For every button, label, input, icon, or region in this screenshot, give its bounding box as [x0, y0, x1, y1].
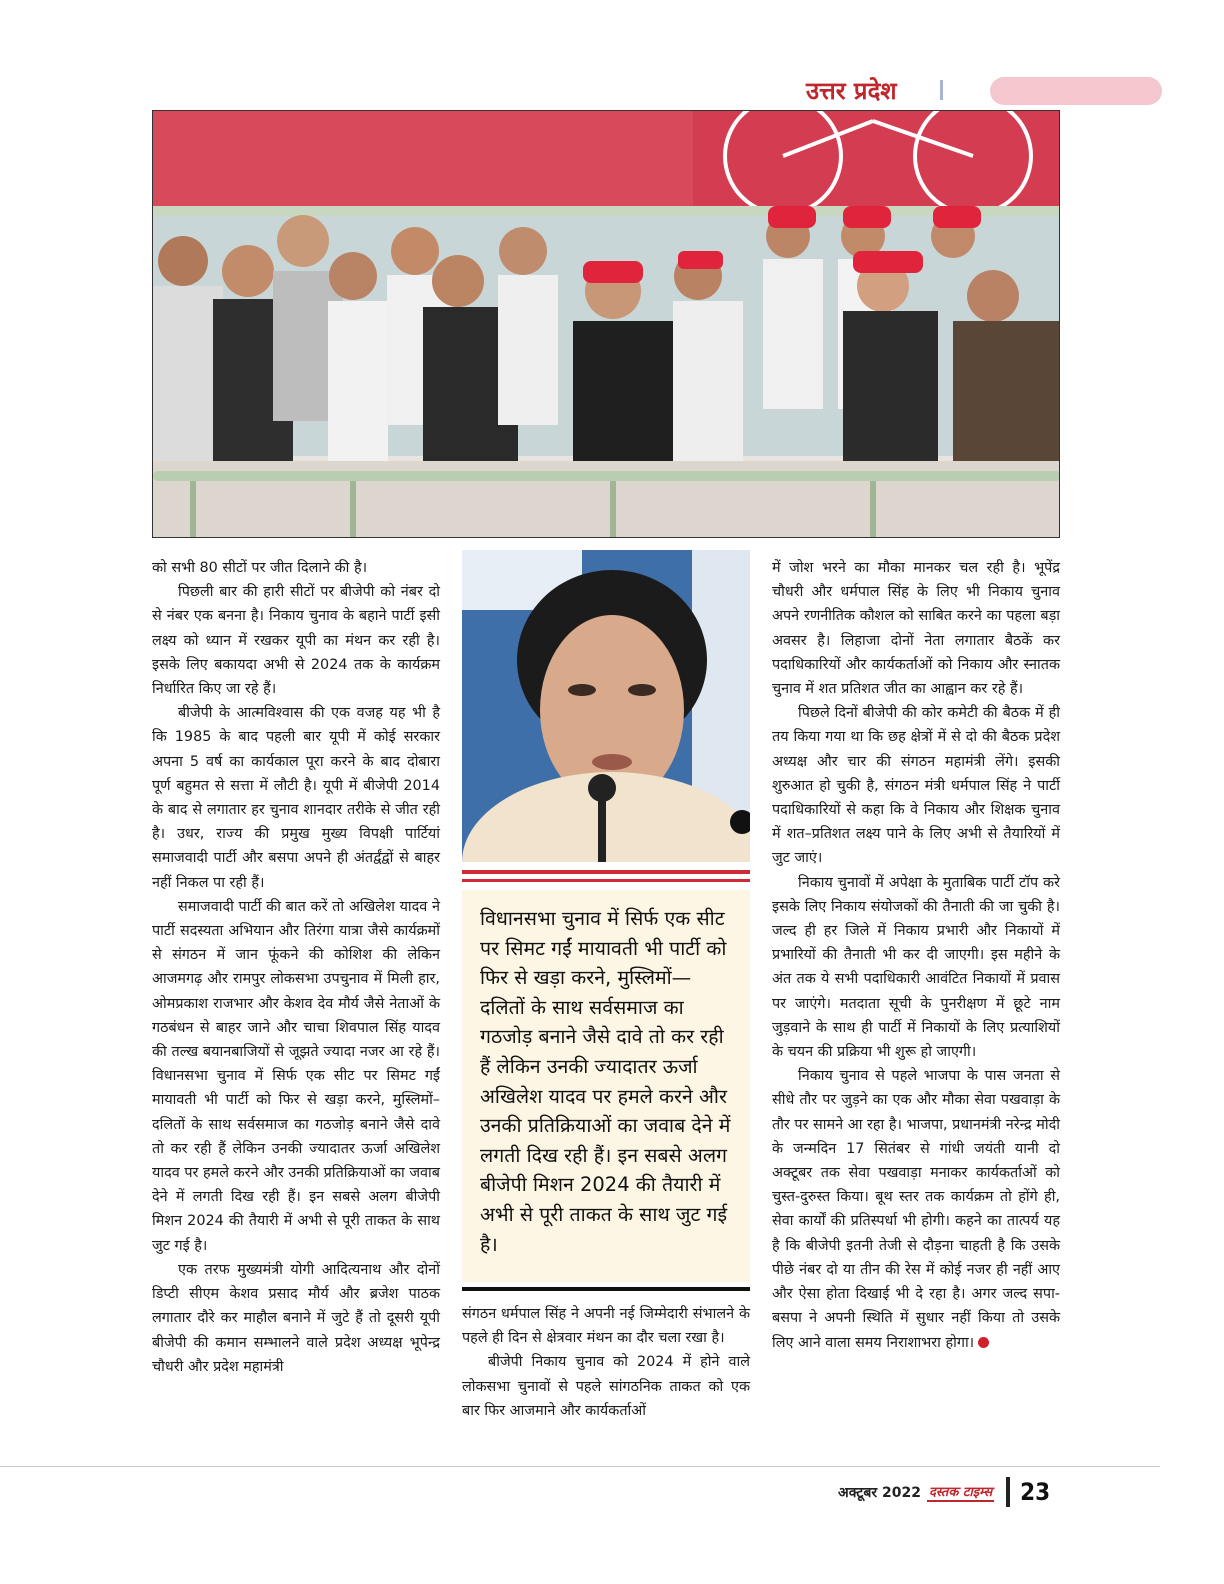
article-column-middle — [462, 1302, 750, 1423]
article-column-left — [152, 556, 440, 1379]
paragraph: में जोश भरने का मौका मानकर चल रही है। भूपेंद्र चौधरी और धर्मपाल सिंह के लिए भी निकाय चुनाव अपने रणनीतिक कौशल को साबित करने का पहला बड़ा अवसर है। लिहाजा दोनों नेता लगातार बैठकें कर पदाधिकारियों और कार्यकर्ताओं को निकाय और स्नातक चुनाव में शत प्रतिशत जीत का आह्वान कर रहे हैं। — [772, 560, 1060, 698]
rally-stage-photo — [152, 110, 1060, 538]
paragraph: बीजेपी निकाय चुनाव को 2024 में होने वाले लोकसभा चुनावों से पहले सांगठनिक ताकत को एक बार फिर आजमाने और कार्यकर्ताओं — [462, 1354, 750, 1419]
issue-date: अक्टूबर 2022 — [838, 1484, 921, 1501]
page-number: 23 — [1020, 1478, 1051, 1506]
paragraph: को सभी 80 सीटों पर जीत दिलाने की है। — [152, 560, 368, 576]
paragraph: समाजवादी पार्टी की बात करें तो अखिलेश यादव ने पार्टी सदस्यता अभियान और तिरंगा यात्रा जैसे कार्यक्रमों से संगठन में जान फूंकने की कोशिश की लेकिन आजमगढ़ और रामपुर लोकसभा उपचुनाव में मिली हार, ओमप्रकाश राजभार और केशव देव मौर्य जैसे नेताओं के गठबंधन से बाहर जाने और चाचा शिवपाल सिंह यादव की तल्ख बयानबाजियों से जूझते ज्यादा नजर आ रहे हैं। विधानसभा चुनाव में सिर्फ एक सीट पर सिमट गईं मायावती भी पार्टी को फिर से खड़ा करने, मुस्लिमों–दलितों के साथ सर्वसमाज का गठजोड़ बनाने जैसे दावे तो कर रही हैं लेकिन उनकी ज्यादातर ऊर्जा अखिलेश यादव पर हमले करने और उनकी प्रतिक्रियाओं का जवाब देने में लगती दिख रही हैं। इन सबसे अलग बीजेपी मिशन 2024 की तैयारी में अभी से पूरी ताकत के साथ जुट गई है। — [152, 898, 440, 1254]
footer-divider — [1006, 1477, 1010, 1507]
paragraph: पिछले दिनों बीजेपी की कोर कमेटी की बैठक में ही तय किया गया था कि छह क्षेत्रों में से दो की बैठक प्रदेश अध्यक्ष और चार की संगठन महामंत्री लेंगे। इसकी शुरुआत हो चुकी है, संगठन मंत्री धर्मपाल सिंह ने पार्टी पदाधिकारियों से कहा कि वे निकाय और शिक्षक चुनाव में शत–प्रतिशत लक्ष्य पाने के लिए अभी से तैयारियों में जुट जाएं। — [772, 705, 1060, 867]
section-title: उत्तर प्रदेश — [806, 77, 897, 105]
page-footer — [838, 1472, 1050, 1512]
header-decoration — [990, 77, 1162, 105]
magazine-logo: दस्तक टाइम्स — [927, 1482, 994, 1502]
leader-portrait-photo — [462, 550, 750, 862]
header-divider — [940, 80, 943, 100]
pull-quote-bottom-rule — [462, 1287, 750, 1291]
pull-quote: विधानसभा चुनाव में सिर्फ एक सीट पर सिमट गईं मायावती भी पार्टी को फिर से खड़ा करने, मुस्लिमों—दलितों के साथ सर्वसमाज का गठजोड़ बनाने जैसे दावे तो कर रही हैं लेकिन उनकी ज्यादातर ऊर्जा अखिलेश यादव पर हमले करने और उनकी प्रतिक्रियाओं का जवाब देने में लगती दिख रही हैं। इन सबसे अलग बीजेपी मिशन 2024 की तैयारी में अभी से पूरी ताकत के साथ जुट गई है। — [462, 890, 750, 1282]
pull-quote-top-rule — [462, 870, 750, 882]
paragraph: पिछली बार की हारी सीटों पर बीजेपी को नंबर दो से नंबर एक बनना है। निकाय चुनाव के बहाने पार्टी इसी लक्ष्य को ध्यान में रखकर यूपी का मंथन कर रही है। इसके लिए बकायदा अभी से 2024 तक के कार्यक्रम निर्धारित किए जा रहे हैं। — [152, 584, 440, 698]
paragraph: निकाय चुनावों में अपेक्षा के मुताबिक पार्टी टॉप करे इसके लिए निकाय संयोजकों की तैनाती की जा चुकी है। जल्द ही हर जिले में निकाय प्रभारी और निकायों में प्रभारियों की तैनाती भी कर दी जाएगी। इस महीने के अंत तक ये सभी पदाधिकारी आवंटित निकायों में प्रवास पर जाएंगे। मतदाता सूची के पुनरीक्षण में छूटे नाम जुड़वाने के साथ ही पार्टी में निकायों के लिए प्रत्याशियों के चयन की प्रक्रिया भी शुरू हो जाएगी। — [772, 874, 1060, 1061]
paragraph: एक तरफ मुख्यमंत्री योगी आदित्यनाथ और दोनों डिप्टी सीएम केशव प्रसाद मौर्य और ब्रजेश पाठक लगातार दौरे कर माहौल बनाने में जुटे हैं तो दूसरी यूपी बीजेपी की कमान सम्भालने वाले प्रदेश अध्यक्ष भूपेन्द्र चौधरी और प्रदेश महामंत्री — [152, 1261, 440, 1375]
paragraph — [772, 1064, 1060, 1354]
paragraph: संगठन धर्मपाल सिंह ने अपनी नई जिम्मेदारी संभालने के पहले ही दिन से क्षेत्रवार मंथन का दौर चला रखा है। — [462, 1306, 750, 1347]
footer-rule — [0, 1466, 1160, 1467]
paragraph-text: निकाय चुनाव से पहले भाजपा के पास जनता से सीधे तौर पर जुड़ने का एक और मौका सेवा पखवाड़ा के तौर पर सामने आ रहा है। भाजपा, प्रधानमंत्री नरेन्द्र मोदी के जन्मदिन 17 सितंबर से गांधी जयंती यानी दो अक्टूबर तक सेवा पखवाड़ा मनाकर कार्यकर्ताओं को चुस्त-दुरुस्त किया। बूथ स्तर तक कार्यक्रम तो होंगे ही, सेवा कार्यों की प्रतिस्पर्धा भी होगी। कहने का तात्पर्य यह है कि बीजेपी इतनी तेजी से दौड़ना चाहती है कि उसके पीछे नंबर दो या तीन की रेस में कोई नजर ही नहीं आए और ऐसा होता दिखाई भी दे रहा है। अगर जल्द सपा-बसपा ने अपनी स्थिति में सुधार नहीं किया तो उसके लिए आने वाला समय निराशाभरा होगा। — [772, 1068, 1060, 1351]
article-column-right — [772, 556, 1060, 1355]
paragraph: बीजेपी के आत्मविश्वास की एक वजह यह भी है कि 1985 के बाद पहली बार यूपी में कोई सरकार अपना 5 वर्ष का कार्यकाल पूरा करने के बाद दोबारा पूर्ण बहुमत से सत्ता में लौटी है। यूपी में बीजेपी 2014 के बाद से लगातार हर चुनाव शानदार तरीके से जीत रही है। उधर, राज्य की प्रमुख मुख्य विपक्षी पार्टियां समाजवादी पार्टी और बसपा अपने ही अंतर्द्वंद्वों से बाहर नहीं निकल पा रही हैं। — [152, 705, 440, 891]
end-mark-icon — [978, 1337, 989, 1348]
